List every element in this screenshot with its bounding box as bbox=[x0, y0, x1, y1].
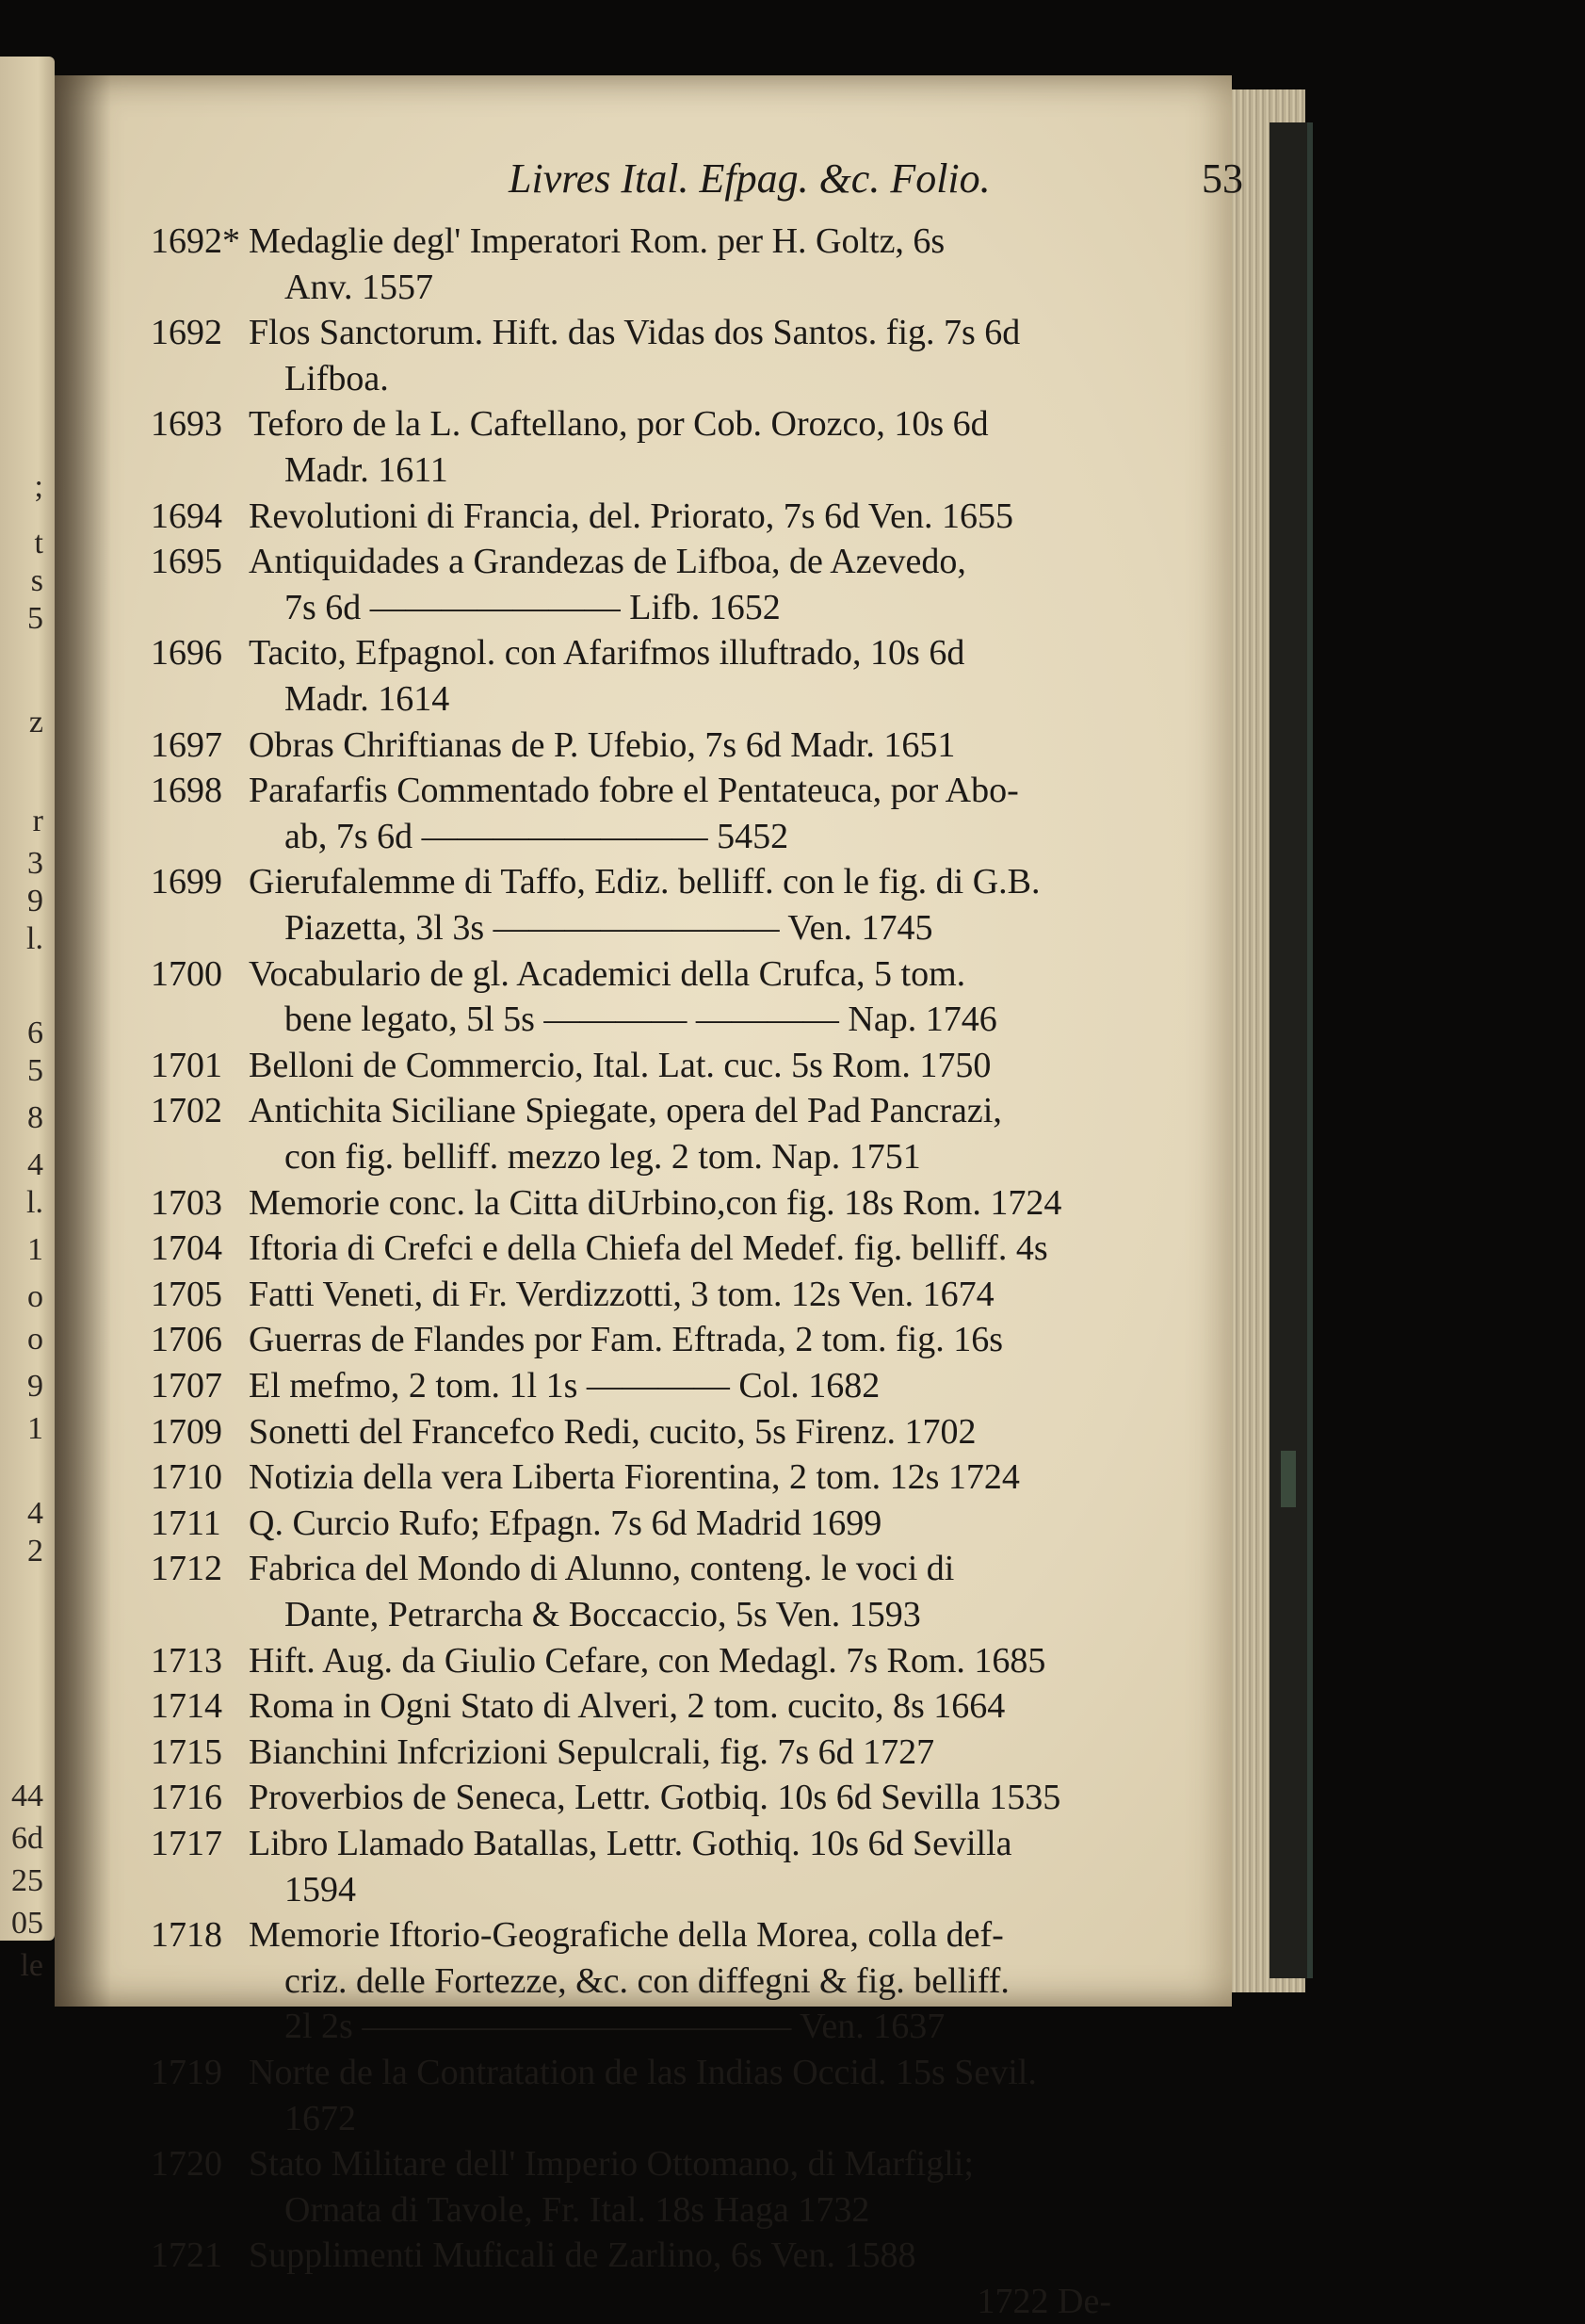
margin-glyph: 6 bbox=[27, 1016, 43, 1050]
running-header bbox=[358, 151, 1243, 207]
entry-text: Medaglie degl' Imperatori Rom. per H. Goltz, 6s bbox=[249, 221, 946, 261]
catalog-entry-line bbox=[151, 219, 1111, 264]
entry-number: 1713 bbox=[151, 1640, 222, 1681]
catalog-entry-line bbox=[151, 676, 1111, 722]
catalog-entry-line bbox=[151, 905, 1111, 951]
catalog-entry-line bbox=[151, 1043, 1111, 1088]
entry-text: Bianchini Infcrizioni Sepulcrali, fig. 7s 6d 1727 bbox=[249, 1731, 935, 1772]
entry-text: Madr. 1614 bbox=[284, 679, 450, 719]
catalog-entry-line bbox=[151, 1638, 1111, 1683]
entry-number: 1702 bbox=[151, 1091, 222, 1131]
catalog-entry-line bbox=[151, 1363, 1111, 1408]
catalog-entry-line bbox=[151, 1317, 1111, 1362]
catalog-entry-line bbox=[151, 310, 1111, 355]
entry-text: Fabrica del Mondo di Alunno, conteng. le voci di bbox=[249, 1549, 955, 1589]
entry-number: 1720 bbox=[151, 2144, 222, 2185]
catalog-entry-line bbox=[151, 1409, 1111, 1455]
margin-glyph: t bbox=[34, 526, 43, 561]
entry-text: 7s 6d ——————— Lifb. 1652 bbox=[284, 587, 781, 627]
entry-text: El mefmo, 2 tom. 1l 1s ———— Col. 1682 bbox=[249, 1366, 881, 1406]
entry-text: con fig. belliff. mezzo leg. 2 tom. Nap. 1751 bbox=[284, 1137, 921, 1177]
entry-number: 1706 bbox=[151, 1320, 222, 1360]
entry-text: Parafarfis Commentado fobre el Pentateuca, por Abo- bbox=[249, 771, 1019, 811]
catalog-entry-line bbox=[151, 2187, 1111, 2233]
margin-glyph: r bbox=[32, 804, 43, 838]
entry-text: Libro Llamado Batallas, Lettr. Gothiq. 10s 6d Sevilla bbox=[249, 1824, 1012, 1863]
entry-text: Antiquidades a Grandezas de Lifboa, de Azevedo, bbox=[249, 542, 966, 582]
entry-number: 1714 bbox=[151, 1686, 222, 1727]
margin-glyph: 4 bbox=[27, 1496, 43, 1531]
entry-number: 1692* bbox=[151, 221, 240, 261]
margin-glyph: 44 bbox=[11, 1779, 43, 1813]
catalog-entry-line bbox=[151, 951, 1111, 997]
entry-text: Norte de la Contratation de las Indias Occid. 15s Sevil. bbox=[249, 2053, 1037, 2092]
entry-text: Memorie conc. la Citta diUrbino,con fig. 18s Rom. 1724 bbox=[249, 1182, 1062, 1223]
entry-number: 1709 bbox=[151, 1411, 222, 1452]
margin-glyph: 9 bbox=[27, 884, 43, 918]
catalog-entry-line bbox=[151, 539, 1111, 584]
catalog-entry-line bbox=[151, 1455, 1111, 1500]
catalog-entry-line bbox=[151, 1088, 1111, 1133]
margin-glyph: 1 bbox=[27, 1232, 43, 1267]
entry-number: 1697 bbox=[151, 724, 222, 765]
entry-text: Memorie Iftorio-Geografiche della Morea, colla def- bbox=[249, 1915, 1004, 1956]
margin-glyph: ; bbox=[34, 469, 43, 504]
entry-number: 1696 bbox=[151, 633, 222, 674]
entry-text: 1672 bbox=[284, 2098, 356, 2138]
margin-glyph: l. bbox=[26, 921, 43, 956]
catalog-entry-line bbox=[151, 630, 1111, 675]
catalog-entry-line bbox=[151, 814, 1111, 859]
entry-text: Hift. Aug. da Giulio Cefare, con Medagl. 7s Rom. 1685 bbox=[249, 1640, 1046, 1681]
catalog-entry-line bbox=[151, 1958, 1111, 2004]
margin-glyph: l. bbox=[26, 1185, 43, 1220]
entry-text: Gierufalemme di Taffo, Ediz. belliff. con le fig. di G.B. bbox=[249, 862, 1041, 902]
entry-text: Guerras de Flandes por Fam. Eftrada, 2 tom. fig. 16s bbox=[249, 1320, 1003, 1360]
margin-glyph: 1 bbox=[27, 1411, 43, 1446]
entry-text: Sonetti del Francefco Redi, cucito, 5s Firenz. 1702 bbox=[249, 1411, 977, 1452]
entry-number: 1711 bbox=[151, 1503, 221, 1543]
catalog-entry-line bbox=[151, 768, 1111, 813]
margin-glyph: s bbox=[30, 563, 43, 598]
margin-glyph: z bbox=[28, 705, 43, 739]
catalog-entry-line bbox=[151, 1134, 1111, 1179]
entry-number: 1695 bbox=[151, 542, 222, 582]
catalog-entry-line bbox=[151, 1501, 1111, 1546]
entry-number: 1694 bbox=[151, 496, 222, 536]
entry-number: 1701 bbox=[151, 1045, 222, 1085]
catalog-entry-line bbox=[151, 2141, 1111, 2186]
entry-text: Belloni de Commercio, Ital. Lat. cuc. 5s Rom. 1750 bbox=[249, 1045, 992, 1085]
entry-text: Tacito, Efpagnol. con Afarifmos illuftrado, 10s 6d bbox=[249, 633, 965, 674]
catalog-entry-line bbox=[151, 723, 1111, 768]
entry-text: 1594 bbox=[284, 1869, 356, 1910]
catalog-entry-line bbox=[151, 859, 1111, 904]
entry-text: Anv. 1557 bbox=[284, 267, 433, 307]
entry-number: 1718 bbox=[151, 1915, 222, 1956]
margin-glyph: 05 bbox=[11, 1906, 43, 1941]
catalog-entry-line bbox=[151, 2050, 1111, 2095]
page-number: 53 bbox=[1202, 155, 1243, 202]
catalog-entry-line bbox=[151, 1272, 1111, 1317]
catalog-entry-line bbox=[151, 265, 1111, 310]
entry-text: Obras Chriftianas de P. Ufebio, 7s 6d Madr. 1651 bbox=[249, 724, 956, 765]
entry-number: 1717 bbox=[151, 1824, 222, 1863]
entry-number: 1707 bbox=[151, 1366, 222, 1406]
entry-text: Flos Sanctorum. Hift. das Vidas dos Santos. fig. 7s 6d bbox=[249, 313, 1021, 353]
entry-number: 1710 bbox=[151, 1457, 222, 1498]
entry-number: 1704 bbox=[151, 1228, 222, 1269]
entry-text: bene legato, 5l 5s ———— ———— Nap. 1746 bbox=[284, 999, 997, 1040]
margin-glyph: 5 bbox=[27, 1053, 43, 1088]
catalog-entry-line bbox=[151, 1821, 1111, 1866]
entry-number: 1716 bbox=[151, 1778, 222, 1818]
entry-number: 1700 bbox=[151, 953, 222, 994]
book-cover-edge bbox=[1270, 122, 1313, 1978]
entry-number: 1712 bbox=[151, 1549, 222, 1589]
entry-number: 1715 bbox=[151, 1731, 222, 1772]
catalog-entry-line bbox=[151, 585, 1111, 630]
catalog-entry-line bbox=[151, 1592, 1111, 1637]
entry-text: Ornata di Tavole, Fr. Ital. 18s Haga 1732 bbox=[284, 2189, 870, 2230]
catchword: 1722 De- bbox=[977, 2282, 1111, 2321]
entry-text: Iftoria di Crefci e della Chiefa del Medef. fig. belliff. 4s bbox=[249, 1228, 1048, 1269]
catchword-row bbox=[151, 2279, 1111, 2324]
entry-number: 1705 bbox=[151, 1274, 222, 1314]
entry-text: Roma in Ogni Stato di Alveri, 2 tom. cucito, 8s 1664 bbox=[249, 1686, 1006, 1727]
catalog-entry-line bbox=[151, 1912, 1111, 1958]
margin-glyph: 2 bbox=[27, 1534, 43, 1568]
entry-text: ab, 7s 6d ———————— 5452 bbox=[284, 816, 789, 856]
margin-glyph: 9 bbox=[27, 1369, 43, 1404]
entry-text: Piazetta, 3l 3s ———————— Ven. 1745 bbox=[284, 908, 933, 948]
margin-glyph: o bbox=[27, 1279, 43, 1314]
catalog-entry-line bbox=[151, 1730, 1111, 1775]
entry-text: Q. Curcio Rufo; Efpagn. 7s 6d Madrid 1699 bbox=[249, 1503, 882, 1543]
entry-text: Madr. 1611 bbox=[284, 450, 448, 490]
entry-text: criz. delle Fortezze, &c. con diffegni & fig. belliff. bbox=[284, 1960, 1010, 2001]
entry-number: 1699 bbox=[151, 862, 222, 902]
catalog-entry-line bbox=[151, 1546, 1111, 1591]
entry-number: 1721 bbox=[151, 2235, 222, 2276]
entry-number: 1693 bbox=[151, 404, 222, 445]
margin-glyph: 4 bbox=[27, 1147, 43, 1182]
margin-glyph: 6d bbox=[11, 1821, 43, 1856]
entry-text: Revolutioni di Francia, del. Priorato, 7s 6d Ven. 1655 bbox=[249, 496, 1013, 536]
catalog-entry-line bbox=[151, 401, 1111, 447]
margin-glyph: 5 bbox=[27, 601, 43, 636]
entry-text: Vocabulario de gl. Academici della Crufca, 5 tom. bbox=[249, 953, 966, 994]
margin-glyph: o bbox=[27, 1322, 43, 1357]
entry-text: Supplimenti Muficali de Zarlino, 6s Ven. 1588 bbox=[249, 2235, 916, 2276]
entry-number: 1698 bbox=[151, 771, 222, 811]
margin-glyph: le bbox=[20, 1948, 43, 1983]
entry-text: 2l 2s ———————————— Ven. 1637 bbox=[284, 2007, 946, 2047]
catalog-entry-line bbox=[151, 1867, 1111, 1912]
entry-text: Notizia della vera Liberta Fiorentina, 2 tom. 12s 1724 bbox=[249, 1457, 1020, 1498]
catalog-entry-line bbox=[151, 1226, 1111, 1271]
entry-number: 1719 bbox=[151, 2053, 222, 2092]
entry-text: Teforo de la L. Caftellano, por Cob. Orozco, 10s 6d bbox=[249, 404, 989, 445]
entry-text: Dante, Petrarcha & Boccaccio, 5s Ven. 1593 bbox=[284, 1595, 921, 1634]
previous-page-margin-text bbox=[0, 75, 55, 1983]
catalog-entry-line bbox=[151, 356, 1111, 401]
catalog-entry-line bbox=[151, 1180, 1111, 1226]
entry-number: 1703 bbox=[151, 1182, 222, 1223]
catalog-entry-line bbox=[151, 1775, 1111, 1820]
margin-glyph: 3 bbox=[27, 846, 43, 881]
entry-text: Proverbios de Seneca, Lettr. Gotbiq. 10s 6d Sevilla 1535 bbox=[249, 1778, 1061, 1818]
entry-text: Stato Militare dell' Imperio Ottomano, di Marfigli; bbox=[249, 2144, 974, 2185]
entry-text: Fatti Veneti, di Fr. Verdizzotti, 3 tom. 12s Ven. 1674 bbox=[249, 1274, 995, 1314]
catalog-entry-line bbox=[151, 2096, 1111, 2141]
catalog-entry-line bbox=[151, 494, 1111, 539]
catalog-entry-line bbox=[151, 2233, 1111, 2278]
entry-number: 1692 bbox=[151, 313, 222, 353]
catalog-entry-line bbox=[151, 1683, 1111, 1729]
catalog-entry-line bbox=[151, 2004, 1111, 2049]
page-title: Livres Ital. Efpag. &c. Folio. bbox=[509, 155, 991, 202]
margin-glyph: 8 bbox=[27, 1100, 43, 1135]
page-gutter-shadow bbox=[55, 75, 111, 2007]
margin-glyph: 25 bbox=[11, 1863, 43, 1898]
entry-text: Lifboa. bbox=[284, 358, 389, 398]
catalog-entry-line bbox=[151, 447, 1111, 493]
entry-text: Antichita Siciliane Spiegate, opera del Pad Pancrazi, bbox=[249, 1091, 1002, 1131]
catalog-entry-line bbox=[151, 997, 1111, 1042]
cover-mark bbox=[1281, 1451, 1296, 1507]
